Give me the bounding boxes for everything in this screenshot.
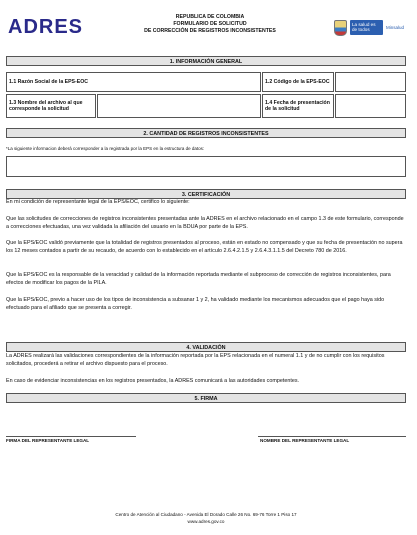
name-label: NOMBRE DEL REPRESENTANTE LEGAL — [260, 438, 350, 443]
certification-paragraph-3: Que la EPS/EOC es la responsable de la veracidad y calidad de la información reportada mediante el subproceso de corrección de registros inconsistentes, para efectos de modificar los pagos de la PILA. — [6, 272, 391, 286]
footer-address: Centro de Atención al Ciudadano - Avenida El Dorado Calle 26 No. 69-76 Torre 1 Piso 17 — [115, 512, 297, 517]
name-line — [258, 436, 406, 437]
certification-paragraph-2: Que la EPS/EOC validó previamente que la totalidad de registros presentados al proceso, están en estado no compensado y que su fecha de presentación no supera los 12 meses contados a partir de su recaudo, de acuerdo con lo establecido en el artículo 2.6.4.2.1.5 y 2.6.4.3.1.1.5 del Decreto 780 de 2016. — [6, 240, 403, 254]
registros-count-input[interactable] — [6, 156, 406, 177]
field-1-4-input[interactable] — [335, 94, 406, 118]
section-1-header: 1. INFORMACIÓN GENERAL — [6, 56, 406, 66]
field-1-4-label: 1.4 Fecha de presentación de la solicitud — [262, 94, 334, 118]
section-2-note: *La siguiente informacion deberá corresponder a la registrada por la EPS en la estructura de datos: — [6, 146, 205, 151]
coat-of-arms-icon — [334, 20, 347, 36]
certification-paragraph-4: Que la EPS/EOC, previo a hacer uso de los tipos de inconsistencia a subsanar 1 y 2, ha validado mediante los mecanismos adecuados que el pago haya sido efectuado para el afiliado que se presenta a corregir. — [6, 297, 385, 311]
section-4-header: 4. VALIDACIÓN — [6, 342, 406, 352]
title-line-3: DE CORRECCIÓN DE REGISTROS INCONSISTENTES — [144, 28, 276, 34]
title-line-2: FORMULARIO DE SOLICITUD — [173, 21, 247, 27]
government-logo — [334, 14, 404, 41]
field-1-1-label: 1.1 Razón Social de la EPS-EOC — [6, 72, 261, 92]
ministry-label: Minsalud — [386, 25, 405, 30]
section-2-header: 2. CANTIDAD DE REGISTROS INCONSISTENTES — [6, 128, 406, 138]
field-1-3-label: 1.3 Nombre del archivo al que corresponde la solicitud — [6, 94, 96, 118]
validation-paragraph-1: La ADRES realizará las validaciones correspondientes de la información reportada por la EPS relacionada en el numeral 1.1 y de no cumplir con los requisitos solicitados, procederá a retirar el archivo dispuesto para el proceso. — [6, 353, 385, 367]
document-title — [110, 14, 310, 35]
adres-logo: ADRES — [8, 16, 84, 38]
field-1-2-label: 1.2 Código de la EPS-EOC — [262, 72, 334, 92]
validation-paragraph-2: En caso de evidenciar inconsistencias en los registros presentados, la ADRES comunicará a las autoridades competentes. — [6, 378, 300, 384]
signature-label: FIRMA DEL REPRESENTANTE LEGAL — [6, 438, 90, 443]
title-line-1: REPUBLICA DE COLOMBIA — [175, 14, 245, 20]
section-5-header: 5. FIRMA — [6, 393, 406, 403]
field-1-3-input[interactable] — [97, 94, 261, 118]
footer-website: www.adres.gov.co — [187, 518, 225, 524]
field-1-2-input[interactable] — [335, 72, 406, 92]
signature-line — [6, 436, 136, 437]
certification-paragraph-1: Que las solicitudes de correcciones de registros inconsistentes presentadas ante la ADRES en el archivo relacionado en el campo 1.3 de este formulario, corresponde a correcciones efectuadas, una vez validada la afiliación del usuario en la BDUA por parte de la EPS. — [6, 216, 404, 230]
footer — [6, 512, 406, 525]
section-3-header: 3. CERTIFICACIÓN — [6, 189, 406, 199]
gov-badge: La salud es de todos — [350, 20, 383, 35]
certification-intro: En mi condición de representante legal de la EPS/EOC, certifico lo siguiente: — [6, 199, 190, 205]
